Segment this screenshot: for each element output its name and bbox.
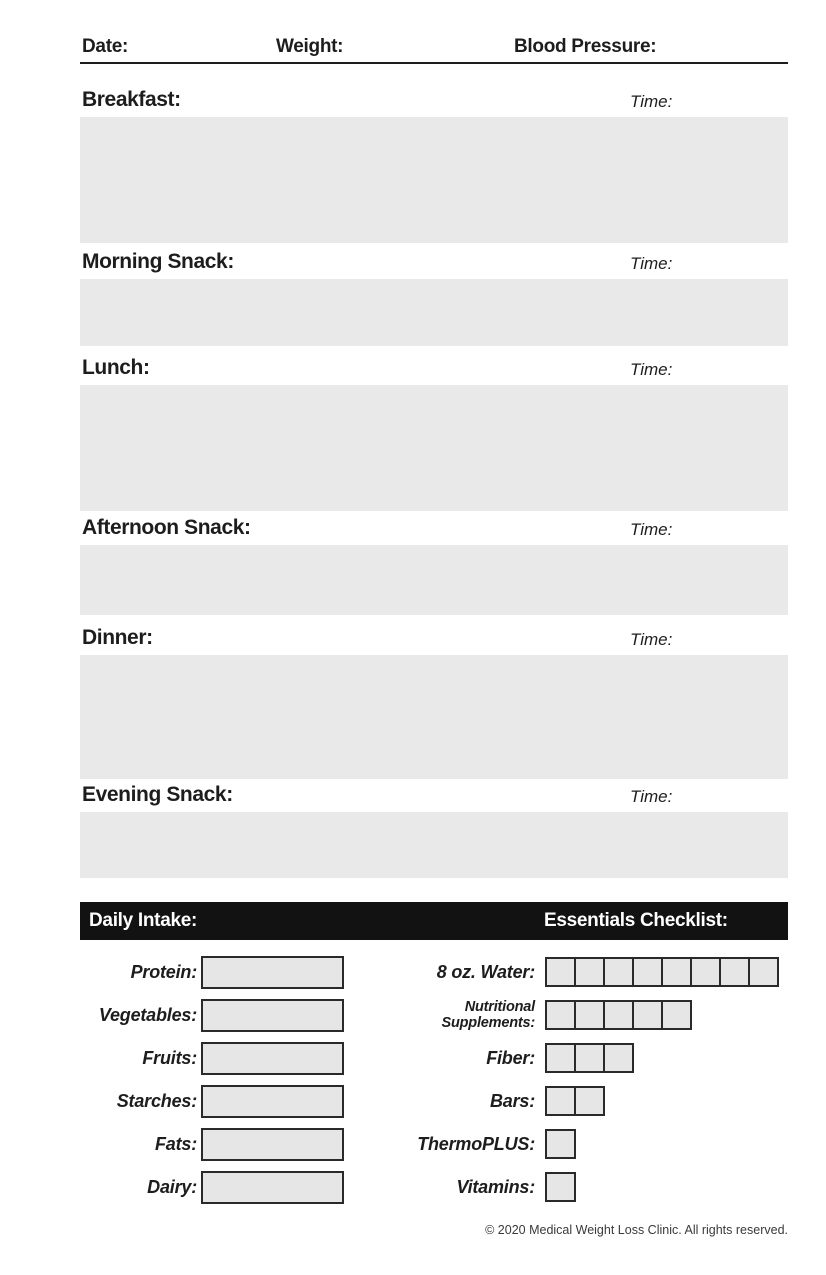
dinner-title: Dinner: [82,626,153,649]
vegetables-label: Vegetables: [98,1004,197,1025]
essentials-row-bars [380,1084,800,1118]
essentials-row-thermoplus [380,1127,800,1161]
vegetables-entry-box[interactable] [201,999,344,1032]
thermoplus-checkboxes [545,1129,576,1159]
intake-row-fruits [80,1041,350,1075]
evening-snack-entry-area[interactable] [80,812,788,878]
vitals-header [80,36,788,64]
checkbox[interactable] [574,1043,605,1073]
checkbox[interactable] [632,957,663,987]
morning-snack-entry-area[interactable] [80,279,788,346]
checkbox[interactable] [603,1000,634,1030]
breakfast-entry-area[interactable] [80,117,788,243]
lunch-title: Lunch: [82,356,150,379]
checkbox[interactable] [545,1043,576,1073]
checkbox[interactable] [545,1086,576,1116]
dinner-heading [80,626,788,652]
bars-label: Bars: [489,1090,535,1111]
checkbox[interactable] [603,1043,634,1073]
afternoon-snack-time-label: Time: [630,520,673,539]
checkbox[interactable] [690,957,721,987]
essentials-row-vitamins [380,1170,800,1204]
afternoon-snack-title: Afternoon Snack: [82,516,251,539]
lunch-heading [80,356,788,382]
checkbox[interactable] [545,957,576,987]
essentials-row-water [380,955,800,989]
starches-label: Starches: [116,1090,197,1111]
weight-label: Weight: [276,36,344,57]
dairy-label: Dairy: [147,1176,197,1197]
protein-entry-box[interactable] [201,956,344,989]
fiber-checkboxes [545,1043,634,1073]
fruits-label: Fruits: [142,1047,197,1068]
water-label: 8 oz. Water: [436,961,535,982]
blood-pressure-label: Blood Pressure: [514,36,657,57]
lunch-entry-area[interactable] [80,385,788,511]
essentials-checklist-title: Essentials Checklist: [544,910,728,931]
morning-snack-time-label: Time: [630,254,673,273]
checkbox[interactable] [545,1172,576,1202]
morning-snack-heading [80,250,788,276]
water-checkboxes [545,957,779,987]
essentials-row-fiber [380,1041,800,1075]
breakfast-time-label: Time: [630,92,673,111]
supplements-checkboxes [545,1000,692,1030]
thermoplus-label: ThermoPLUS: [417,1133,535,1154]
breakfast-title: Breakfast: [82,88,181,111]
intake-row-starches [80,1084,350,1118]
intake-row-vegetables [80,998,350,1032]
checkbox[interactable] [603,957,634,987]
intake-row-protein [80,955,350,989]
section-bar [80,902,788,940]
intake-row-dairy [80,1170,350,1204]
checkbox[interactable] [661,1000,692,1030]
date-label: Date: [82,36,129,57]
fats-label: Fats: [154,1133,197,1154]
checkbox[interactable] [574,1086,605,1116]
fiber-label: Fiber: [486,1047,535,1068]
dinner-time-label: Time: [630,630,673,649]
bars-checkboxes [545,1086,605,1116]
afternoon-snack-heading [80,516,788,542]
intake-row-fats [80,1127,350,1161]
dairy-entry-box[interactable] [201,1171,344,1204]
afternoon-snack-entry-area[interactable] [80,545,788,615]
evening-snack-time-label: Time: [630,787,673,806]
breakfast-heading [80,88,788,114]
checkbox[interactable] [574,957,605,987]
lunch-time-label: Time: [630,360,673,379]
copyright-text: © 2020 Medical Weight Loss Clinic. All rights reserved. [485,1223,788,1237]
evening-snack-heading [80,783,788,809]
fruits-entry-box[interactable] [201,1042,344,1075]
morning-snack-title: Morning Snack: [82,250,234,273]
vitamins-label: Vitamins: [456,1176,535,1197]
protein-label: Protein: [130,961,197,982]
checkbox[interactable] [574,1000,605,1030]
daily-intake-title: Daily Intake: [89,910,198,931]
supplements-label: Nutritional Supplements: [441,999,535,1031]
evening-snack-title: Evening Snack: [82,783,233,806]
checkbox[interactable] [545,1129,576,1159]
checkbox[interactable] [632,1000,663,1030]
starches-entry-box[interactable] [201,1085,344,1118]
checkbox[interactable] [748,957,779,987]
fats-entry-box[interactable] [201,1128,344,1161]
vitamins-checkboxes [545,1172,576,1202]
checkbox[interactable] [545,1000,576,1030]
essentials-row-supplements [380,998,800,1032]
dinner-entry-area[interactable] [80,655,788,779]
checkbox[interactable] [719,957,750,987]
checkbox[interactable] [661,957,692,987]
